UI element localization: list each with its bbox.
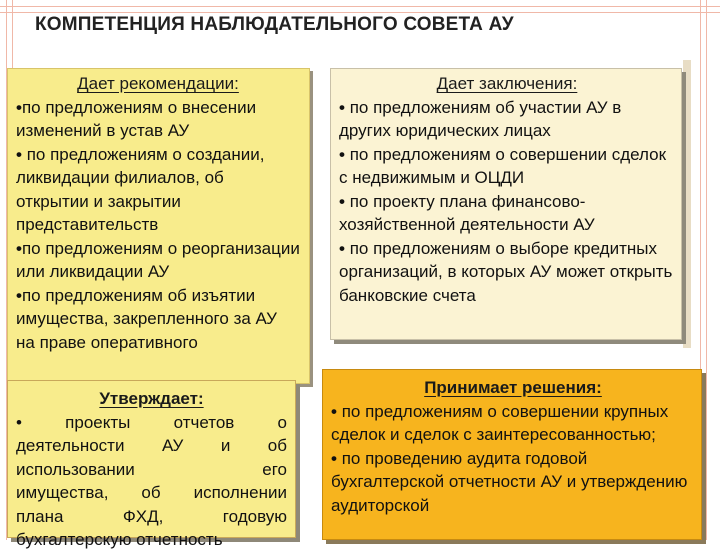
conclusion-text: по предложениям о совершении сделок с недвижимым и ОЦДИ (339, 144, 667, 187)
recommendations-box (7, 68, 310, 384)
conclusions-heading: Дает заключения: (436, 74, 578, 93)
approves-line: использовании его (16, 459, 287, 479)
bullet-icon: • (16, 144, 22, 164)
recommendations-heading: Дает рекомендации: (77, 74, 239, 93)
approves-line: бухгалтерскую отчетность (16, 530, 223, 549)
bullet-icon: • (331, 448, 337, 468)
recommendation-text: по предложениям о реорганизации или ликвидации АУ (16, 238, 300, 281)
conclusion-item-2 (339, 143, 675, 190)
approves-line: • проекты отчетов о (16, 412, 287, 432)
bullet-icon: • (339, 144, 345, 164)
conclusion-item-4 (339, 237, 675, 308)
bullet-icon: • (339, 191, 345, 211)
approves-box (7, 380, 296, 549)
approves-line: имущества, об исполнении (16, 483, 287, 502)
bullet-icon: • (16, 238, 22, 258)
recommendation-item-2 (16, 143, 300, 237)
approves-heading: Утверждает: (99, 389, 204, 408)
bullet-icon: • (16, 285, 22, 305)
bullet-icon: • (16, 97, 22, 117)
recommendation-text: по предложениям о внесении изменений в устав АУ (16, 97, 257, 140)
recommendation-text: по предложениям о создании, ликвидации филиалов, об открытии и закрытии представительств (16, 144, 265, 234)
recommendation-item-1 (16, 96, 300, 143)
conclusion-item-1 (339, 96, 675, 143)
decision-text: по предложениям о совершении крупных сделок и сделок с заинтересованностью; (331, 401, 669, 444)
decorative-panel-shadow (683, 60, 691, 348)
bullet-icon: • (339, 97, 345, 117)
recommendation-item-3 (16, 237, 300, 284)
conclusions-box (330, 68, 682, 340)
approves-line: плана ФХД, годовую (16, 506, 287, 526)
approves-line: деятельности АУ и об (16, 436, 287, 455)
page-title: КОМПЕТЕНЦИЯ НАБЛЮДАТЕЛЬНОГО СОВЕТА АУ (35, 14, 514, 35)
bullet-icon: • (331, 401, 337, 421)
conclusion-text: по проекту плана финансово-хозяйственной деятельности АУ (339, 191, 595, 234)
conclusion-text: по предложениям об участии АУ в других юридических лицах (339, 97, 622, 140)
bullet-icon: • (339, 238, 345, 258)
recommendation-text: по предложениям об изъятии имущества, закрепленного за АУ на праве оперативного (16, 285, 277, 352)
conclusion-text: по предложениям о выборе кредитных организаций, в которых АУ может открыть банковские счета (339, 238, 673, 305)
decision-text: по проведению аудита годовой бухгалтерской отчетности АУ и утверждению аудиторской (331, 448, 688, 515)
decision-item-2 (331, 447, 695, 518)
frame-line-top-inner (0, 12, 720, 13)
decision-item-1 (331, 400, 695, 447)
decisions-heading: Принимает решения: (424, 378, 602, 397)
recommendation-item-4 (16, 284, 300, 355)
frame-line-right (706, 0, 707, 540)
conclusion-item-3 (339, 190, 675, 237)
decisions-box (322, 369, 702, 540)
frame-line-top (0, 6, 720, 7)
